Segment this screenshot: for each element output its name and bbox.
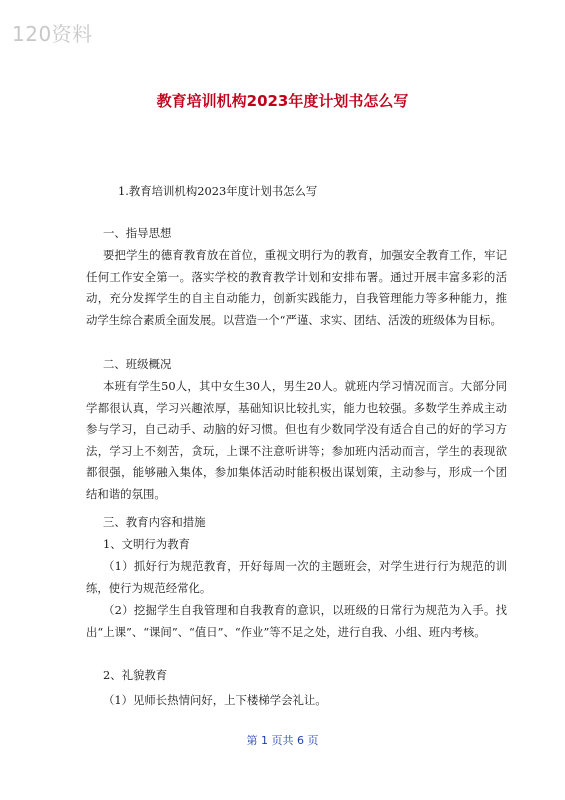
section-heading-education-content: 三、教育内容和措施 <box>103 515 206 529</box>
subsection-heading-civil-behavior: 1、文明行为教育 <box>103 537 190 551</box>
subsection-heading-courtesy: 2、礼貌教育 <box>103 668 168 682</box>
watermark: 120资料 <box>12 22 93 46</box>
list-item-greet-teachers: （1）见师长热情问好，上下楼梯学会礼让。 <box>103 693 327 707</box>
paragraph-class-overview: 本班有学生50人，其中女生30人，男生20人。就班内学习情况而言。大部分同学都很认真，学习兴趣浓厚，基础知识比较扎实，能力也较强。多数学生养成主动参与学习，自己动手、动脑的好习惯。但也有少数同学没有适合自己的好的学习方法，学习上不刻苦，贪玩，上课不注意听讲等；参加班内活动而言，学生的表现欲都很强，能够融入集体，参加集体活动时能积极出谋划策，主动参与，形成一个团结和谐的氛围。 <box>86 379 507 501</box>
paragraph-guiding-ideology: 要把学生的德育教育放在首位，重视文明行为的教育，加强安全教育工作，牢记任何工作安全第一。落实学校的教育教学计划和安排布署。通过开展丰富多彩的活动，充分发挥学生的自主自动能力，创新实践能力，自我管理能力等多种能力，推动学生综合素质全面发展。以营造一个“严谨、求实、团结、活泼的班级体为目标。 <box>86 248 507 327</box>
section-heading-class-overview: 二、班级概况 <box>103 357 172 371</box>
list-item-behavior-norms: （1）抓好行为规范教育，开好每周一次的主题班会，对学生进行行为规范的训练，使行为规范经常化。 <box>86 559 507 595</box>
page-number-footer: 第 1 页共 6 页 <box>246 734 319 747</box>
document-title: 教育培训机构2023年度计划书怎么写 <box>156 92 409 110</box>
document-subtitle: 1.教育培训机构2023年度计划书怎么写 <box>118 184 318 198</box>
section-heading-guiding-ideology: 一、指导思想 <box>103 226 172 240</box>
list-item-self-management: （2）挖掘学生自我管理和自我教育的意识，以班级的日常行为规范为入手。找出“上课”、“课间”、“值日”、“作业”等不足之处，进行自我、小组、班内考核。 <box>86 603 507 639</box>
